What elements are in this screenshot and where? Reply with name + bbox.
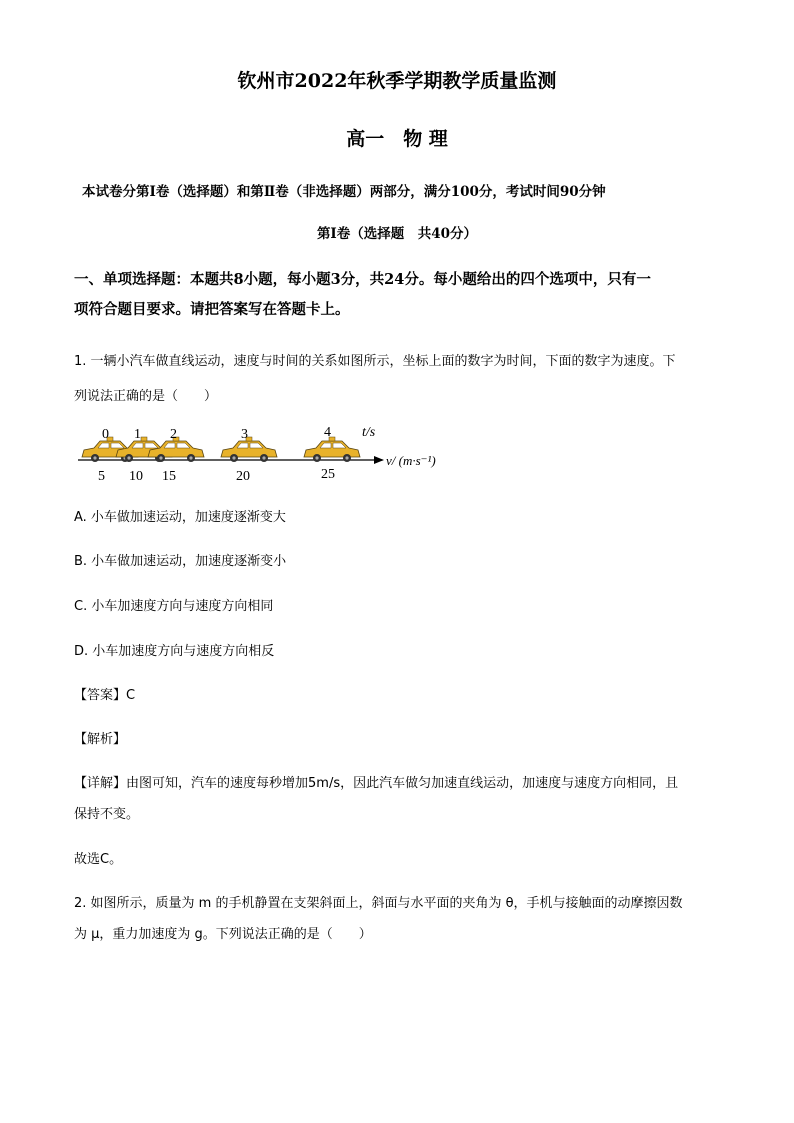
section-heading-line2: 项符合题目要求。请把答案写在答题卡上。 (74, 301, 350, 318)
exam-title: 钦州市2022年秋季学期教学质量监测 (237, 70, 557, 92)
exam-info: 本试卷分第Ⅰ卷（选择题）和第Ⅱ卷（非选择题）两部分，满分100分，考试时间90分钟 (82, 184, 606, 200)
speed-label: 15 (162, 469, 176, 484)
time-label: 0 (102, 427, 109, 442)
time-label: 4 (324, 425, 331, 440)
q1-option-d: D. 小车加速度方向与速度方向相反 (74, 644, 275, 659)
exam-subtitle: 高一 物 理 (346, 128, 448, 150)
time-label: 2 (170, 427, 177, 442)
q1-figure (74, 418, 454, 488)
q1-option-a: A. 小车做加速运动，加速度逐渐变大 (74, 510, 286, 525)
q1-stem-line2: 列说法正确的是（ ） (74, 389, 218, 404)
part-title: 第Ⅰ卷（选择题 共40分） (316, 226, 478, 242)
q2-stem-line2: 为 μ，重力加速度为 g。下列说法正确的是（ ） (74, 927, 372, 942)
time-axis-label: t/s (362, 425, 376, 440)
analysis-tag: 【解析】 (74, 732, 127, 747)
q1-conclusion: 故选C。 (74, 852, 123, 867)
speed-label: 5 (98, 469, 105, 484)
time-label: 3 (241, 427, 248, 442)
section-heading-line1: 一、单项选择题：本题共8小题，每小题3分，共24分。每小题给出的四个选项中，只有一 (74, 271, 651, 288)
car-icon (221, 437, 277, 462)
speed-axis-label: v/ (m·s⁻¹) (386, 453, 436, 468)
detail-text: 由图可知，汽车的速度每秒增加5m/s，因此汽车做匀加速直线运动，加速度与速度方向相同，且 (126, 776, 679, 791)
answer-tag: 【答案】 (74, 688, 127, 703)
q1-option-b: B. 小车做加速运动，加速度逐渐变小 (74, 554, 287, 569)
answer-value: C (126, 688, 136, 703)
q1-answer (74, 684, 135, 703)
speed-label: 10 (129, 469, 143, 484)
q1-detail-line1 (74, 772, 678, 791)
q1-detail-line2: 保持不变。 (74, 807, 140, 822)
q1-option-c: C. 小车加速度方向与速度方向相同 (74, 599, 274, 614)
speed-label: 20 (236, 469, 250, 484)
speed-label: 25 (321, 467, 335, 482)
q2-stem-line1: 2. 如图所示，质量为 m 的手机静置在支架斜面上，斜面与水平面的夹角为 θ，手机与接触面的动摩擦因数 (74, 896, 683, 911)
detail-tag: 【详解】 (74, 776, 127, 791)
q1-stem-line1: 1. 一辆小汽车做直线运动，速度与时间的关系如图所示，坐标上面的数字为时间，下面的数字为速度。下 (74, 354, 676, 369)
car-icon (304, 437, 360, 462)
axis-arrow-icon (374, 456, 384, 464)
time-label: 1 (134, 427, 141, 442)
